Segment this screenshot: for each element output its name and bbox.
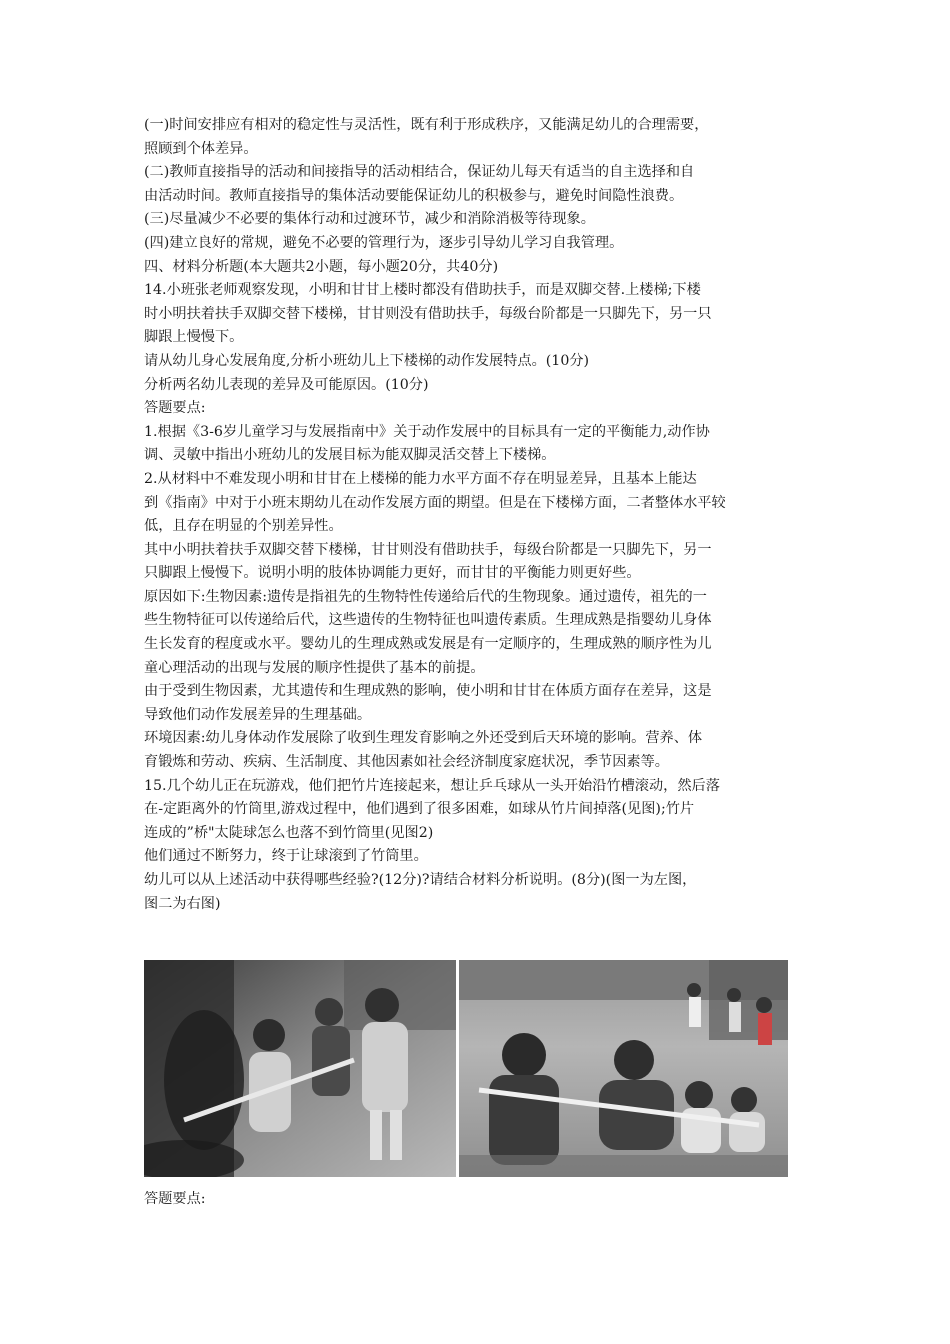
text-line: 幼儿可以从上述活动中获得哪些经验?(12分)?请结合材料分析说明。(8分)(图一为左图，	[144, 872, 697, 888]
text-line: 育锻炼和劳动、疾病、生活制度、其他因素如社会经济制度家庭状况，季节因素等。	[144, 754, 669, 771]
text-line: 时小明扶着扶手双脚交替下楼梯，甘甘则没有借助扶手，每级台阶都是一只脚先下，另一只	[144, 305, 712, 322]
answer-heading-2: 答题要点:	[144, 1191, 206, 1207]
text-line: 图二为右图)	[144, 895, 221, 912]
figure-row	[144, 960, 788, 1177]
question-14: 14.小班张老师观察发现，小明和甘甘上楼时都没有借助扶手，而是双脚交替.上楼梯;下楼	[144, 282, 701, 299]
text-line: 生长发育的程度或水平。婴幼儿的生理成熟或发展是有一定顺序的，生理成熟的顺序性为儿	[144, 636, 712, 653]
text-line: 连成的”桥"太陡球怎么也落不到竹筒里(见图2)	[144, 824, 434, 841]
text-line: (三)尽量减少不必要的集体行动和过渡环节，减少和消除消极等待现象。	[144, 211, 595, 228]
text-line: 只脚跟上慢慢下。说明小明的肢体协调能力更好，而甘甘的平衡能力则更好些。	[144, 565, 641, 582]
text-line: 环境因素:幼儿身体动作发展除了收到生理发育影响之外还受到后天环境的影响。营养、体	[144, 730, 703, 747]
text-line: 低，且存在明显的个别差异性。	[144, 518, 343, 535]
text-line: (一)时间安排应有相对的稳定性与灵活性，既有利于形成秩序，又能满足幼儿的合理需要，	[144, 117, 709, 133]
text-line: 到《指南》中对于小班末期幼儿在动作发展方面的期望。但是在下楼梯方面，二者整体水平较	[144, 494, 726, 511]
text-line: 在-定距离外的竹筒里,游戏过程中，他们遇到了很多困难，如球从竹片间掉落(见图);竹片	[144, 801, 695, 818]
text-line: 些生物特征可以传递给后代，这些遗传的生物特征也叫遗传素质。生理成熟是指婴幼儿身体	[144, 612, 712, 629]
section-heading: 四、材料分析题(本大题共2小题，每小题20分，共40分)	[144, 258, 499, 275]
text-line: 童心理活动的出现与发展的顺序性提供了基本的前提。	[144, 659, 485, 676]
question-15: 15.几个幼儿正在玩游戏，他们把竹片连接起来，想让乒乓球从一头开始沿竹槽滚动，然后落	[144, 777, 720, 794]
text-line: 脚跟上慢慢下。	[144, 329, 244, 346]
answer-heading: 答题要点:	[144, 400, 206, 417]
text-line: 请从幼儿身心发展角度,分析小班幼儿上下楼梯的动作发展特点。(10分)	[144, 352, 590, 369]
text-line: 他们通过不断努力，终于让球滚到了竹筒里。	[144, 848, 428, 865]
document-body	[144, 114, 812, 916]
figure-1-photo	[144, 960, 456, 1177]
text-line: 分析两名幼儿表现的差异及可能原因。(10分)	[144, 376, 429, 393]
text-line: 1.根据《3-6岁儿童学习与发展指南中》关于动作发展中的目标具有一定的平衡能力,动作协	[144, 423, 710, 440]
text-line: 由于受到生物因素，尤其遗传和生理成熟的影响，使小明和甘甘在体质方面存在差异，这是	[144, 683, 712, 700]
text-line: 其中小明扶着扶手双脚交替下楼梯，甘甘则没有借助扶手，每级台阶都是一只脚先下，另一	[144, 541, 712, 558]
text-line: 由活动时间。教师直接指导的集体活动要能保证幼儿的积极参与，避免时间隐性浪费。	[144, 187, 684, 204]
text-line: (四)建立良好的常规，避免不必要的管理行为，逐步引导幼儿学习自我管理。	[144, 234, 624, 251]
text-line: 照顾到个体差异。	[144, 140, 258, 157]
text-line: 调、灵敏中指出小班幼儿的发展目标为能双脚灵活交替上下楼梯。	[144, 447, 556, 464]
text-line: 导致他们动作发展差异的生理基础。	[144, 706, 372, 723]
text-line: (二)教师直接指导的活动和间接指导的活动相结合，保证幼儿每天有适当的自主选择和自	[144, 164, 695, 181]
text-line: 原因如下:生物因素:遗传是指祖先的生物特性传递给后代的生物现象。通过遗传，祖先的一	[144, 588, 707, 605]
figure-2-photo	[459, 960, 788, 1177]
text-line: 2.从材料中不难发现小明和甘甘在上楼梯的能力水平方面不存在明显差异，且基本上能达	[144, 470, 697, 487]
